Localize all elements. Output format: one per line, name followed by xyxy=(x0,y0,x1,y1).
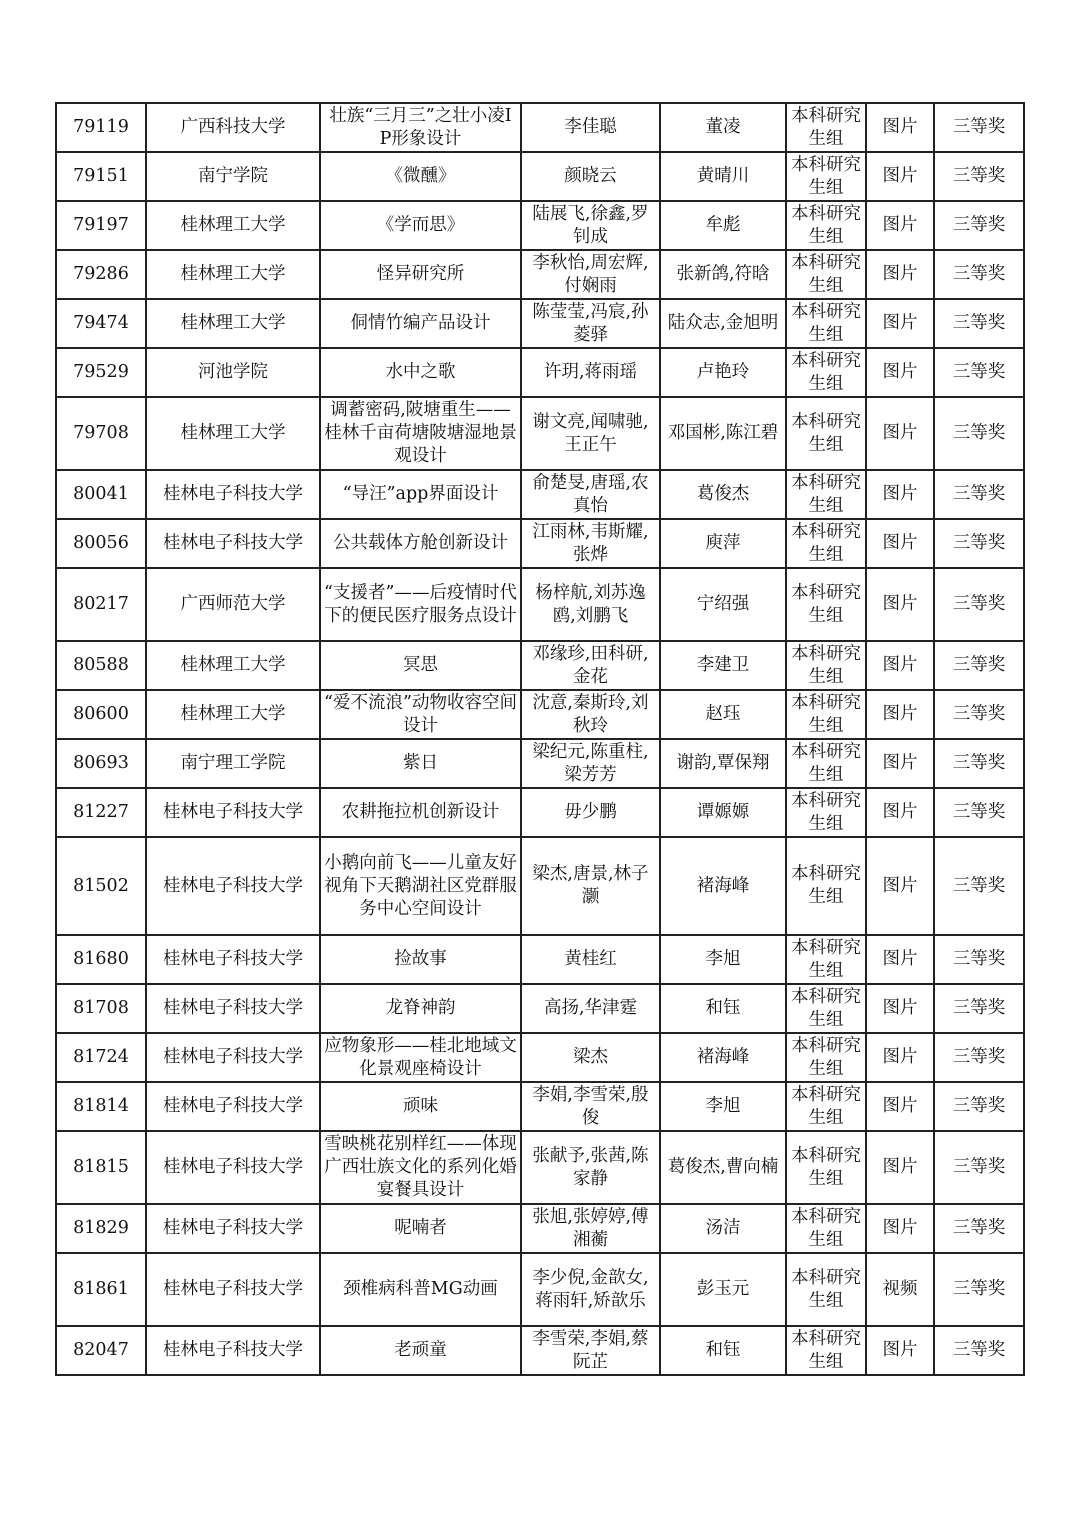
group-cell: 本科研究生组 xyxy=(786,103,866,152)
work-type-cell: 图片 xyxy=(866,152,934,201)
work-title-cell: 雪映桃花别样红——体现广西壮族文化的系列化婚宴餐具设计 xyxy=(320,1131,521,1204)
authors-cell: 沈意,秦斯玲,刘秋玲 xyxy=(521,690,660,739)
work-type-cell: 图片 xyxy=(866,397,934,470)
award-cell: 三等奖 xyxy=(934,103,1024,152)
work-type-cell: 图片 xyxy=(866,568,934,641)
authors-cell: 陆展飞,徐鑫,罗钊成 xyxy=(521,201,660,250)
work-title-cell: 顽味 xyxy=(320,1082,521,1131)
table-row xyxy=(56,1204,1024,1253)
authors-cell: 李佳聪 xyxy=(521,103,660,152)
authors-cell: 梁杰,唐景,林子灏 xyxy=(521,837,660,935)
work-type-cell: 图片 xyxy=(866,1033,934,1082)
advisor-cell: 李旭 xyxy=(660,935,786,984)
work-title-cell: 捡故事 xyxy=(320,935,521,984)
school-cell: 广西科技大学 xyxy=(146,103,320,152)
school-cell: 南宁学院 xyxy=(146,152,320,201)
entry-id-cell: 79529 xyxy=(56,348,146,397)
table-row xyxy=(56,299,1024,348)
school-cell: 桂林理工大学 xyxy=(146,299,320,348)
group-cell: 本科研究生组 xyxy=(786,519,866,568)
authors-cell: 李娟,李雪荣,殷俊 xyxy=(521,1082,660,1131)
group-cell: 本科研究生组 xyxy=(786,1253,866,1326)
entry-id-cell: 81680 xyxy=(56,935,146,984)
work-type-cell: 图片 xyxy=(866,348,934,397)
group-cell: 本科研究生组 xyxy=(786,250,866,299)
award-cell: 三等奖 xyxy=(934,299,1024,348)
table-row xyxy=(56,788,1024,837)
entry-id-cell: 80588 xyxy=(56,641,146,690)
advisor-cell: 赵珏 xyxy=(660,690,786,739)
work-type-cell: 图片 xyxy=(866,201,934,250)
authors-cell: 陈莹莹,冯宸,孙菱驿 xyxy=(521,299,660,348)
advisor-cell: 董凌 xyxy=(660,103,786,152)
authors-cell: 谢文亮,闻啸驰,王正午 xyxy=(521,397,660,470)
work-title-cell: 侗情竹编产品设计 xyxy=(320,299,521,348)
entry-id-cell: 82047 xyxy=(56,1326,146,1375)
work-type-cell: 图片 xyxy=(866,299,934,348)
group-cell: 本科研究生组 xyxy=(786,201,866,250)
advisor-cell: 褚海峰 xyxy=(660,1033,786,1082)
table-row xyxy=(56,201,1024,250)
group-cell: 本科研究生组 xyxy=(786,641,866,690)
authors-cell: 邓缘珍,田科研,金花 xyxy=(521,641,660,690)
school-cell: 桂林电子科技大学 xyxy=(146,984,320,1033)
authors-cell: 高扬,华津霆 xyxy=(521,984,660,1033)
advisor-cell: 葛俊杰,曹向楠 xyxy=(660,1131,786,1204)
award-cell: 三等奖 xyxy=(934,788,1024,837)
advisor-cell: 庾萍 xyxy=(660,519,786,568)
award-cell: 三等奖 xyxy=(934,152,1024,201)
group-cell: 本科研究生组 xyxy=(786,935,866,984)
table-row xyxy=(56,1033,1024,1082)
advisor-cell: 谢韵,覃保翔 xyxy=(660,739,786,788)
entry-id-cell: 79286 xyxy=(56,250,146,299)
authors-cell: 梁纪元,陈重柱,梁芳芳 xyxy=(521,739,660,788)
group-cell: 本科研究生组 xyxy=(786,299,866,348)
entry-id-cell: 79151 xyxy=(56,152,146,201)
table-row xyxy=(56,519,1024,568)
table-row xyxy=(56,1253,1024,1326)
group-cell: 本科研究生组 xyxy=(786,470,866,519)
table-row xyxy=(56,152,1024,201)
advisor-cell: 和钰 xyxy=(660,1326,786,1375)
entry-id-cell: 80041 xyxy=(56,470,146,519)
table-row xyxy=(56,103,1024,152)
work-type-cell: 图片 xyxy=(866,1082,934,1131)
entry-id-cell: 81724 xyxy=(56,1033,146,1082)
entry-id-cell: 79119 xyxy=(56,103,146,152)
authors-cell: 江雨林,韦斯耀,张烨 xyxy=(521,519,660,568)
table-row xyxy=(56,348,1024,397)
work-title-cell: 紫日 xyxy=(320,739,521,788)
work-type-cell: 图片 xyxy=(866,984,934,1033)
group-cell: 本科研究生组 xyxy=(786,1204,866,1253)
group-cell: 本科研究生组 xyxy=(786,152,866,201)
school-cell: 桂林理工大学 xyxy=(146,250,320,299)
group-cell: 本科研究生组 xyxy=(786,1326,866,1375)
authors-cell: 颜晓云 xyxy=(521,152,660,201)
entry-id-cell: 81502 xyxy=(56,837,146,935)
award-cell: 三等奖 xyxy=(934,519,1024,568)
work-type-cell: 视频 xyxy=(866,1253,934,1326)
work-title-cell: 颈椎病科普MG动画 xyxy=(320,1253,521,1326)
award-cell: 三等奖 xyxy=(934,1082,1024,1131)
work-title-cell: 老顽童 xyxy=(320,1326,521,1375)
school-cell: 桂林电子科技大学 xyxy=(146,935,320,984)
school-cell: 桂林电子科技大学 xyxy=(146,837,320,935)
school-cell: 广西师范大学 xyxy=(146,568,320,641)
school-cell: 河池学院 xyxy=(146,348,320,397)
table-row xyxy=(56,984,1024,1033)
work-title-cell: 壮族“三月三”之壮小凌IP形象设计 xyxy=(320,103,521,152)
advisor-cell: 牟彪 xyxy=(660,201,786,250)
table-row xyxy=(56,1326,1024,1375)
work-type-cell: 图片 xyxy=(866,250,934,299)
work-title-cell: 调蓄密码,陂塘重生——桂林千亩荷塘陂塘湿地景观设计 xyxy=(320,397,521,470)
award-cell: 三等奖 xyxy=(934,1253,1024,1326)
advisor-cell: 褚海峰 xyxy=(660,837,786,935)
group-cell: 本科研究生组 xyxy=(786,837,866,935)
award-cell: 三等奖 xyxy=(934,397,1024,470)
table-row xyxy=(56,690,1024,739)
school-cell: 桂林理工大学 xyxy=(146,690,320,739)
award-cell: 三等奖 xyxy=(934,1131,1024,1204)
group-cell: 本科研究生组 xyxy=(786,1131,866,1204)
advisor-cell: 彭玉元 xyxy=(660,1253,786,1326)
authors-cell: 梁杰 xyxy=(521,1033,660,1082)
award-cell: 三等奖 xyxy=(934,739,1024,788)
work-type-cell: 图片 xyxy=(866,788,934,837)
group-cell: 本科研究生组 xyxy=(786,348,866,397)
table-row xyxy=(56,470,1024,519)
group-cell: 本科研究生组 xyxy=(786,568,866,641)
award-cell: 三等奖 xyxy=(934,1033,1024,1082)
group-cell: 本科研究生组 xyxy=(786,1033,866,1082)
group-cell: 本科研究生组 xyxy=(786,984,866,1033)
school-cell: 桂林电子科技大学 xyxy=(146,1326,320,1375)
award-cell: 三等奖 xyxy=(934,348,1024,397)
work-title-cell: 《学而思》 xyxy=(320,201,521,250)
group-cell: 本科研究生组 xyxy=(786,397,866,470)
advisor-cell: 卢艳玲 xyxy=(660,348,786,397)
authors-cell: 张旭,张婷婷,傅湘蘅 xyxy=(521,1204,660,1253)
entry-id-cell: 79708 xyxy=(56,397,146,470)
award-cell: 三等奖 xyxy=(934,250,1024,299)
group-cell: 本科研究生组 xyxy=(786,788,866,837)
award-cell: 三等奖 xyxy=(934,641,1024,690)
school-cell: 桂林电子科技大学 xyxy=(146,519,320,568)
work-type-cell: 图片 xyxy=(866,519,934,568)
group-cell: 本科研究生组 xyxy=(786,739,866,788)
award-cell: 三等奖 xyxy=(934,690,1024,739)
school-cell: 桂林电子科技大学 xyxy=(146,1082,320,1131)
work-title-cell: 冥思 xyxy=(320,641,521,690)
table-row xyxy=(56,1131,1024,1204)
work-type-cell: 图片 xyxy=(866,690,934,739)
school-cell: 桂林电子科技大学 xyxy=(146,1033,320,1082)
work-title-cell: 水中之歌 xyxy=(320,348,521,397)
school-cell: 桂林电子科技大学 xyxy=(146,470,320,519)
award-cell: 三等奖 xyxy=(934,984,1024,1033)
award-cell: 三等奖 xyxy=(934,470,1024,519)
work-title-cell: 呢喃者 xyxy=(320,1204,521,1253)
table-row xyxy=(56,1082,1024,1131)
entry-id-cell: 81814 xyxy=(56,1082,146,1131)
table-row xyxy=(56,250,1024,299)
work-title-cell: “导汪”app界面设计 xyxy=(320,470,521,519)
award-cell: 三等奖 xyxy=(934,201,1024,250)
table-row xyxy=(56,837,1024,935)
table-row xyxy=(56,641,1024,690)
school-cell: 桂林理工大学 xyxy=(146,201,320,250)
work-type-cell: 图片 xyxy=(866,739,934,788)
school-cell: 桂林电子科技大学 xyxy=(146,1204,320,1253)
school-cell: 桂林电子科技大学 xyxy=(146,1131,320,1204)
work-title-cell: “支援者”——后疫情时代下的便民医疗服务点设计 xyxy=(320,568,521,641)
work-type-cell: 图片 xyxy=(866,1131,934,1204)
work-title-cell: “爱不流浪”动物收容空间设计 xyxy=(320,690,521,739)
award-cell: 三等奖 xyxy=(934,1204,1024,1253)
work-type-cell: 图片 xyxy=(866,103,934,152)
award-table xyxy=(55,102,1025,1376)
table-row xyxy=(56,739,1024,788)
work-type-cell: 图片 xyxy=(866,470,934,519)
advisor-cell: 黄晴川 xyxy=(660,152,786,201)
authors-cell: 毋少鹏 xyxy=(521,788,660,837)
entry-id-cell: 81708 xyxy=(56,984,146,1033)
authors-cell: 许玥,蒋雨瑶 xyxy=(521,348,660,397)
authors-cell: 杨梓航,刘苏逸鸥,刘鹏飞 xyxy=(521,568,660,641)
entry-id-cell: 80056 xyxy=(56,519,146,568)
work-title-cell: 怪异研究所 xyxy=(320,250,521,299)
award-table-body xyxy=(56,103,1024,1375)
advisor-cell: 葛俊杰 xyxy=(660,470,786,519)
work-type-cell: 图片 xyxy=(866,935,934,984)
authors-cell: 张献予,张茜,陈家静 xyxy=(521,1131,660,1204)
work-title-cell: 农耕拖拉机创新设计 xyxy=(320,788,521,837)
advisor-cell: 邓国彬,陈江碧 xyxy=(660,397,786,470)
entry-id-cell: 81861 xyxy=(56,1253,146,1326)
advisor-cell: 谭嫄嫄 xyxy=(660,788,786,837)
group-cell: 本科研究生组 xyxy=(786,690,866,739)
authors-cell: 李雪荣,李娟,蔡阮芷 xyxy=(521,1326,660,1375)
entry-id-cell: 80693 xyxy=(56,739,146,788)
school-cell: 南宁理工学院 xyxy=(146,739,320,788)
work-title-cell: 小鹅向前飞——儿童友好视角下天鹅湖社区党群服务中心空间设计 xyxy=(320,837,521,935)
authors-cell: 李少倪,金歆女,蒋雨轩,矫歆乐 xyxy=(521,1253,660,1326)
entry-id-cell: 81227 xyxy=(56,788,146,837)
entry-id-cell: 81829 xyxy=(56,1204,146,1253)
group-cell: 本科研究生组 xyxy=(786,1082,866,1131)
work-type-cell: 图片 xyxy=(866,837,934,935)
work-type-cell: 图片 xyxy=(866,1326,934,1375)
advisor-cell: 李旭 xyxy=(660,1082,786,1131)
award-cell: 三等奖 xyxy=(934,1326,1024,1375)
work-title-cell: 应物象形——桂北地域文化景观座椅设计 xyxy=(320,1033,521,1082)
award-cell: 三等奖 xyxy=(934,837,1024,935)
entry-id-cell: 79474 xyxy=(56,299,146,348)
award-cell: 三等奖 xyxy=(934,935,1024,984)
authors-cell: 黄桂红 xyxy=(521,935,660,984)
table-row xyxy=(56,935,1024,984)
advisor-cell: 李建卫 xyxy=(660,641,786,690)
work-type-cell: 图片 xyxy=(866,1204,934,1253)
advisor-cell: 宁绍强 xyxy=(660,568,786,641)
authors-cell: 俞楚旻,唐瑶,农真怡 xyxy=(521,470,660,519)
work-title-cell: 《微醺》 xyxy=(320,152,521,201)
award-cell: 三等奖 xyxy=(934,568,1024,641)
school-cell: 桂林电子科技大学 xyxy=(146,788,320,837)
table-row xyxy=(56,397,1024,470)
advisor-cell: 和钰 xyxy=(660,984,786,1033)
entry-id-cell: 80217 xyxy=(56,568,146,641)
work-type-cell: 图片 xyxy=(866,641,934,690)
entry-id-cell: 81815 xyxy=(56,1131,146,1204)
entry-id-cell: 80600 xyxy=(56,690,146,739)
school-cell: 桂林电子科技大学 xyxy=(146,1253,320,1326)
entry-id-cell: 79197 xyxy=(56,201,146,250)
school-cell: 桂林理工大学 xyxy=(146,397,320,470)
advisor-cell: 汤洁 xyxy=(660,1204,786,1253)
authors-cell: 李秋怡,周宏辉,付娴雨 xyxy=(521,250,660,299)
table-row xyxy=(56,568,1024,641)
school-cell: 桂林理工大学 xyxy=(146,641,320,690)
advisor-cell: 陆众志,金旭明 xyxy=(660,299,786,348)
advisor-cell: 张新鸽,符晗 xyxy=(660,250,786,299)
work-title-cell: 龙脊神韵 xyxy=(320,984,521,1033)
work-title-cell: 公共载体方舱创新设计 xyxy=(320,519,521,568)
